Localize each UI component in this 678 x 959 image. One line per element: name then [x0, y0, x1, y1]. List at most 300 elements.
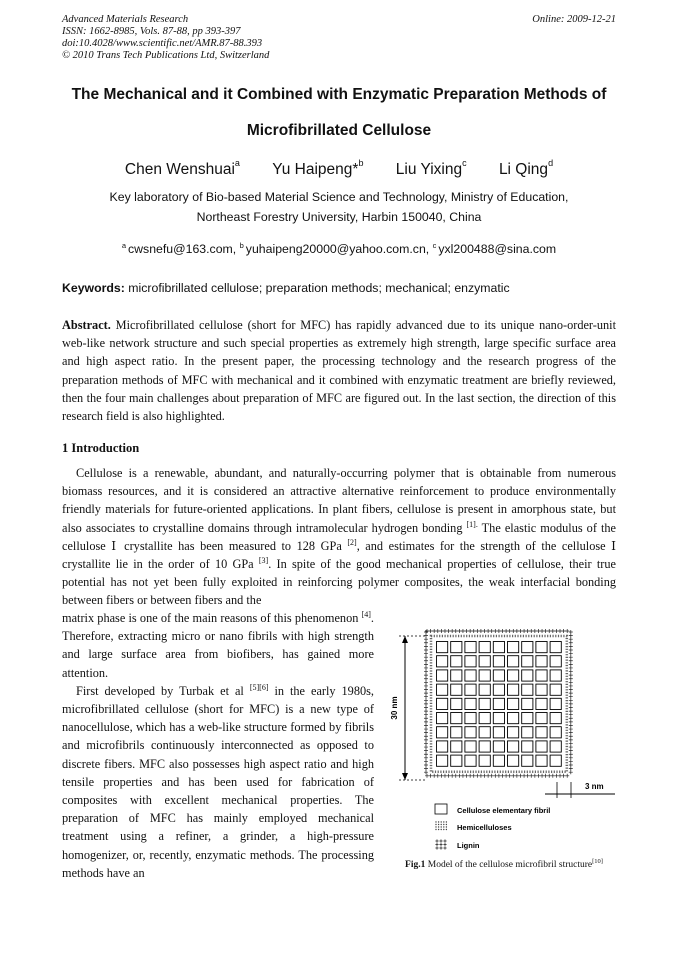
lignin-mark: [529, 774, 533, 778]
citation[interactable]: [10]: [592, 858, 603, 865]
lignin-mark: [479, 774, 483, 778]
copyright: © 2010 Trans Tech Publications Ltd, Switzerland: [62, 50, 270, 61]
lignin-mark: [544, 629, 548, 633]
lignin-mark: [483, 629, 487, 633]
lignin-mark: [547, 629, 551, 633]
lignin-mark: [436, 629, 440, 633]
hemicellulose-dot: [438, 826, 439, 827]
lignin-mark: [569, 741, 573, 745]
lignin-mark: [424, 698, 428, 702]
hemicellulose-dot: [435, 829, 436, 830]
hemicellulose-dot: [441, 826, 442, 827]
hemicellulose-dot: [435, 826, 436, 827]
lignin-mark: [439, 629, 443, 633]
lignin-mark: [479, 629, 483, 633]
elementary-fibril: [493, 642, 504, 653]
lignin-mark: [424, 630, 428, 634]
elementary-fibril: [536, 642, 547, 653]
lignin-mark: [569, 763, 573, 767]
hemicellulose-dot: [438, 829, 439, 830]
elementary-fibril: [479, 670, 490, 681]
lignin-mark: [443, 629, 447, 633]
lignin-mark: [435, 839, 438, 842]
lignin-mark: [424, 720, 428, 724]
lignin-mark: [518, 774, 522, 778]
lignin-mark: [569, 716, 573, 720]
lignin-mark: [472, 629, 476, 633]
lignin-mark: [432, 774, 436, 778]
lignin-mark: [536, 774, 540, 778]
elementary-fibril: [465, 698, 476, 709]
lignin-mark: [511, 774, 515, 778]
lignin-mark: [540, 774, 544, 778]
lignin-mark: [569, 720, 573, 724]
elementary-fibril: [508, 642, 519, 653]
lignin-mark: [424, 688, 428, 692]
elementary-fibril: [522, 755, 533, 766]
elementary-fibril: [493, 698, 504, 709]
lignin-mark: [569, 709, 573, 713]
lignin-mark: [569, 756, 573, 760]
hemicellulose-dot: [435, 824, 436, 825]
lignin-mark: [569, 731, 573, 735]
elementary-fibril: [437, 755, 448, 766]
lignin-mark: [424, 666, 428, 670]
lignin-mark: [569, 727, 573, 731]
elementary-fibril: [536, 698, 547, 709]
lignin-mark: [522, 774, 526, 778]
elementary-fibril: [493, 713, 504, 724]
lignin-mark: [435, 843, 438, 846]
elementary-fibril: [479, 698, 490, 709]
lignin-mark: [424, 673, 428, 677]
lignin-mark: [551, 629, 555, 633]
lignin-mark: [443, 846, 446, 849]
elementary-fibril: [465, 656, 476, 667]
lignin-mark: [465, 629, 469, 633]
arrow-down-icon: [402, 773, 408, 780]
elementary-fibril: [479, 741, 490, 752]
hemicellulose-dot: [441, 824, 442, 825]
lignin-mark: [569, 677, 573, 681]
lignin-mark: [490, 629, 494, 633]
lignin-mark: [565, 774, 569, 778]
legend-lignin-label: Lignin: [457, 841, 480, 850]
elementary-fibril: [508, 656, 519, 667]
lignin-mark: [565, 629, 569, 633]
citation[interactable]: [1].: [466, 519, 478, 529]
lignin-mark: [429, 774, 433, 778]
lignin-mark: [424, 727, 428, 731]
elementary-fibril: [479, 727, 490, 738]
elementary-fibril: [479, 713, 490, 724]
lignin-mark: [533, 629, 537, 633]
lignin-mark: [569, 644, 573, 648]
lignin-mark: [536, 629, 540, 633]
elementary-fibril: [465, 642, 476, 653]
lignin-mark: [424, 741, 428, 745]
lignin-mark: [490, 774, 494, 778]
lignin-mark: [424, 702, 428, 706]
hemicellulose-dot: [438, 821, 439, 822]
elementary-fibril: [465, 713, 476, 724]
lignin-mark: [424, 709, 428, 713]
lignin-mark: [425, 774, 429, 778]
lignin-mark: [424, 677, 428, 681]
lignin-mark: [424, 648, 428, 652]
lignin-mark: [429, 629, 433, 633]
lignin-mark: [493, 774, 497, 778]
lignin-mark: [447, 629, 451, 633]
lignin-mark: [424, 759, 428, 763]
elementary-fibril: [508, 755, 519, 766]
lignin-mark: [424, 634, 428, 638]
lignin-mark: [443, 839, 446, 842]
elementary-fibril: [508, 684, 519, 695]
lignin-mark: [569, 738, 573, 742]
elementary-fibril: [536, 727, 547, 738]
lignin-mark: [461, 774, 465, 778]
elementary-fibril: [437, 698, 448, 709]
lignin-mark: [424, 691, 428, 695]
hemicellulose-dot: [446, 829, 447, 830]
lignin-mark: [518, 629, 522, 633]
hemicellulose-dot: [443, 824, 444, 825]
email-link[interactable]: yxl200488@sina.com: [438, 242, 557, 256]
lignin-mark: [508, 629, 512, 633]
lignin-mark: [569, 662, 573, 666]
lignin-mark: [424, 670, 428, 674]
hemicellulose-dot: [443, 829, 444, 830]
lignin-mark: [457, 774, 461, 778]
elementary-fibril: [508, 713, 519, 724]
elementary-fibril: [437, 670, 448, 681]
elementary-fibril: [465, 727, 476, 738]
lignin-mark: [454, 629, 458, 633]
lignin-mark: [569, 695, 573, 699]
abstract: Abstract. Microfibrillated cellulose (short for MFC) has rapidly advanced due to its unique nano-order-unit web-like network structure and such special properties as extremely high strength, large specific surface area and high aspect ratio. In the present paper, the processing technology and the research progress of the preparation methods of MFC with mechanical and it combined with enzymatic treatment are briefly reviewed, then the four main challenges about preparation of MFC are figured out. In the last section, the direction of this research field is also highlighted.: [62, 318, 616, 424]
lignin-mark: [457, 629, 461, 633]
lignin-mark: [424, 659, 428, 663]
lignin-mark: [569, 713, 573, 717]
lignin-mark: [569, 641, 573, 645]
elementary-fibril: [451, 713, 462, 724]
email-link[interactable]: yuhaipeng20000@yahoo.com.cn,: [245, 242, 433, 256]
lignin-mark: [443, 774, 447, 778]
elementary-fibril: [522, 698, 533, 709]
lignin-mark: [569, 759, 573, 763]
elementary-fibril: [493, 656, 504, 667]
hemicellulose-dot: [441, 821, 442, 822]
elementary-fibril: [451, 727, 462, 738]
citation[interactable]: [2]: [347, 537, 357, 547]
elementary-fibril: [550, 684, 561, 695]
hemicellulose-dot: [443, 826, 444, 827]
lignin-mark: [439, 774, 443, 778]
author-list: [40, 158, 638, 179]
lignin-mark: [475, 629, 479, 633]
lignin-mark: [424, 738, 428, 742]
hemicellulose-dot: [446, 821, 447, 822]
lignin-mark: [475, 774, 479, 778]
intro-paragraph-1-continued: matrix phase is one of the main reasons of this phenomenon [4]. Therefore, extracting micro or nano fibrils with high strength and large surface area from biofibers, has gained more attention.: [62, 610, 374, 680]
elementary-fibril: [550, 727, 561, 738]
citation[interactable]: [4]: [361, 610, 371, 619]
lignin-mark: [569, 670, 573, 674]
legend-fibril-swatch: [435, 804, 447, 814]
lignin-mark: [424, 745, 428, 749]
lignin-mark: [424, 749, 428, 753]
lignin-mark: [522, 629, 526, 633]
lignin-mark: [432, 629, 436, 633]
lignin-mark: [569, 688, 573, 692]
affiliation: Key laboratory of Bio-based Material Science and Technology, Ministry of Education, Northeast Forestry University, Harbin 150040, China: [109, 190, 569, 224]
lignin-mark: [569, 673, 573, 677]
elementary-fibril: [479, 656, 490, 667]
lignin-mark: [450, 629, 454, 633]
keywords: Keywords: microfibrillated cellulose; preparation methods; mechanical; enzymatic: [62, 281, 510, 295]
elementary-fibril: [451, 755, 462, 766]
lignin-mark: [424, 684, 428, 688]
lignin-mark: [424, 767, 428, 771]
lignin-mark: [424, 752, 428, 756]
lignin-mark: [569, 752, 573, 756]
lignin-mark: [424, 713, 428, 717]
doi: doi:10.4028/www.scientific.net/AMR.87-88.393: [62, 38, 263, 49]
online-date: Online: 2009-12-21: [532, 14, 616, 25]
author: Li Qing$^d$: [498, 158, 554, 178]
lignin-mark: [424, 637, 428, 641]
lignin-mark: [450, 774, 454, 778]
elementary-fibril: [522, 713, 533, 724]
citation[interactable]: [3]: [258, 556, 269, 566]
lignin-mark: [511, 629, 515, 633]
elementary-fibril: [508, 727, 519, 738]
lignin-mark: [424, 641, 428, 645]
lignin-mark: [526, 629, 530, 633]
hemicellulose-dot: [438, 824, 439, 825]
lignin-mark: [468, 629, 472, 633]
lignin-mark: [424, 770, 428, 774]
lignin-mark: [439, 846, 442, 849]
elementary-fibril-grid: [437, 642, 562, 767]
elementary-fibril: [465, 684, 476, 695]
elementary-fibril: [522, 656, 533, 667]
lignin-mark: [533, 774, 537, 778]
elementary-fibril: [522, 670, 533, 681]
elementary-fibril: [508, 670, 519, 681]
lignin-mark: [504, 774, 508, 778]
lignin-mark: [461, 629, 465, 633]
lignin-mark: [486, 629, 490, 633]
elementary-fibril: [451, 741, 462, 752]
lignin-mark: [424, 734, 428, 738]
lignin-mark: [562, 629, 566, 633]
elementary-fibril: [550, 755, 561, 766]
elementary-fibril: [451, 656, 462, 667]
lignin-mark: [562, 774, 566, 778]
lignin-mark: [554, 629, 558, 633]
elementary-fibril: [437, 741, 448, 752]
lignin-mark: [569, 691, 573, 695]
lignin-mark: [436, 774, 440, 778]
hemicellulose-dot: [435, 821, 436, 822]
section-heading: 1 Introduction: [62, 441, 140, 455]
lignin-mark: [540, 629, 544, 633]
lignin-mark: [515, 629, 519, 633]
lignin-mark: [424, 644, 428, 648]
elementary-fibril: [536, 684, 547, 695]
elementary-fibril: [465, 755, 476, 766]
intro-paragraph-1: Cellulose is a renewable, abundant, and naturally-occurring polymer that is obtainable from numerous biomass resources, and it is considered an attractive alternative reinforcement to produce environmentally friendly materials for future-oriented applications. In plant fibers, cellulose is present in amorphous state, but also associates to crystalline domains through intramolecular hydrogen bonding $^{[1].}$ The elastic modulus of the cellulose Ⅰ crystallite has been measured to 128 GPa [2], and estimates for the strength of the cellulose Ⅰ crystallite lie in the order of 10 GPa [3]. In spite of the good mechanical properties of cellulose, their true potential has not yet been fully exploited in reinforcing polymer composites, the weak interfacial bonding between fibers or between fibers and the: [62, 466, 616, 608]
lignin-mark: [435, 846, 438, 849]
lignin-mark: [493, 629, 497, 633]
journal-header: [62, 14, 616, 62]
elementary-fibril: [508, 698, 519, 709]
lignin-mark: [500, 774, 504, 778]
elementary-fibril: [522, 642, 533, 653]
lignin-mark: [569, 684, 573, 688]
elementary-fibril: [536, 656, 547, 667]
lignin-mark: [569, 745, 573, 749]
elementary-fibril: [508, 741, 519, 752]
legend-hemicellulose-label: Hemicelluloses: [457, 823, 512, 832]
lignin-mark: [483, 774, 487, 778]
elementary-fibril: [536, 741, 547, 752]
issn: ISSN: 1662-8985, Vols. 87-88, pp 393-397: [62, 26, 241, 37]
elementary-fibril: [479, 684, 490, 695]
elementary-fibril: [550, 656, 561, 667]
lignin-mark: [569, 705, 573, 709]
lignin-mark: [569, 680, 573, 684]
lignin-mark: [544, 774, 548, 778]
lignin-mark: [424, 731, 428, 735]
email-list: $^a$ cwsnefu@163.com, $^b$ yuhaipeng20000@yahoo.com.cn, $^c$ yxl200488@sina.com: [121, 241, 557, 256]
hemicellulose-dot: [443, 821, 444, 822]
lignin-mark: [424, 763, 428, 767]
lignin-mark: [569, 723, 573, 727]
dim-vertical-label: 30 nm: [390, 696, 399, 720]
lignin-mark: [569, 655, 573, 659]
hemicellulose-dot: [446, 824, 447, 825]
elementary-fibril: [493, 727, 504, 738]
citation[interactable]: [5][6]: [249, 682, 269, 692]
lignin-mark: [569, 749, 573, 753]
elementary-fibril: [522, 684, 533, 695]
lignin-mark: [526, 774, 530, 778]
lignin-mark: [424, 655, 428, 659]
lignin-mark: [569, 698, 573, 702]
lignin-mark: [569, 702, 573, 706]
lignin-mark: [424, 662, 428, 666]
lignin-mark: [424, 723, 428, 727]
elementary-fibril: [437, 727, 448, 738]
lignin-mark: [443, 843, 446, 846]
author: Yu Haipeng*$^b$: [272, 158, 364, 178]
lignin-mark: [465, 774, 469, 778]
lignin-mark: [424, 716, 428, 720]
lignin-mark: [500, 629, 504, 633]
lignin-mark: [515, 774, 519, 778]
elementary-fibril: [451, 684, 462, 695]
elementary-fibril: [437, 684, 448, 695]
dim-horizontal-label: 3 nm: [585, 782, 604, 791]
lignin-mark: [472, 774, 476, 778]
paper-title-line2: Microfibrillated Cellulose: [246, 122, 432, 139]
microfibril-model-figure: [385, 612, 619, 874]
lignin-mark: [424, 705, 428, 709]
lignin-mark: [424, 652, 428, 656]
legend-fibril-label: Cellulose elementary fibril: [457, 806, 551, 815]
lignin-mark: [569, 770, 573, 774]
lignin-mark: [569, 652, 573, 656]
lignin-mark: [447, 774, 451, 778]
elementary-fibril: [536, 670, 547, 681]
lignin-mark: [504, 629, 508, 633]
elementary-fibril: [437, 713, 448, 724]
elementary-fibril: [550, 698, 561, 709]
lignin-mark: [551, 774, 555, 778]
email-link[interactable]: cwsnefu@163.com,: [128, 242, 240, 256]
author: Chen Wenshuai$^a$: [124, 158, 240, 178]
lignin-mark: [439, 839, 442, 842]
elementary-fibril: [451, 698, 462, 709]
elementary-fibril: [451, 642, 462, 653]
lignin-mark: [508, 774, 512, 778]
lignin-mark: [569, 659, 573, 663]
lignin-mark: [454, 774, 458, 778]
intro-paragraph-2: First developed by Turbak et al [5][6] in the early 1980s, microfibrillated cellulose (short for MFC) is a new type of nanocellulose, which has a web-like structure formed by fibrils and microfibrils continuously interconnected as opposed to discrete fibers. MFC also possesses high aspect ratio and high tensile properties and has been used for fabrication of composites with excellent mechanical properties. The preparation of MFC has mainly employed mechanical treatment using a refiner, a grinder, a high-pressure homogenizer, or, recently, enzymatic methods. The processing methods have an: [62, 682, 374, 880]
arrow-up-icon: [402, 636, 408, 643]
lignin-mark: [569, 637, 573, 641]
elementary-fibril: [536, 755, 547, 766]
lignin-mark: [424, 756, 428, 760]
lignin-mark: [554, 774, 558, 778]
lignin-mark: [424, 680, 428, 684]
elementary-fibril: [465, 670, 476, 681]
elementary-fibril: [493, 684, 504, 695]
elementary-fibril: [550, 642, 561, 653]
author: Liu Yixing$^c$: [395, 158, 467, 178]
elementary-fibril: [493, 670, 504, 681]
lignin-mark: [497, 629, 501, 633]
figure-caption: Fig.1 Model of the cellulose microfibril structure[10]: [405, 858, 603, 870]
lignin-mark: [439, 843, 442, 846]
elementary-fibril: [493, 741, 504, 752]
elementary-fibril: [451, 670, 462, 681]
elementary-fibril: [437, 642, 448, 653]
elementary-fibril: [493, 755, 504, 766]
elementary-fibril: [437, 656, 448, 667]
legend-lignin-swatch: [435, 839, 446, 849]
elementary-fibril: [550, 670, 561, 681]
elementary-fibril: [550, 713, 561, 724]
lignin-mark: [569, 634, 573, 638]
journal-name: Advanced Materials Research: [62, 14, 189, 25]
paper-title-line1: The Mechanical and it Combined with Enzymatic Preparation Methods of: [71, 86, 607, 103]
lignin-mark: [558, 774, 562, 778]
hemicellulose-dot: [441, 829, 442, 830]
elementary-fibril: [522, 741, 533, 752]
lignin-mark: [424, 695, 428, 699]
lignin-mark: [569, 630, 573, 634]
lignin-mark: [486, 774, 490, 778]
elementary-fibril: [522, 727, 533, 738]
lignin-mark: [558, 629, 562, 633]
elementary-fibril: [536, 713, 547, 724]
abstract-label: Abstract.: [62, 318, 111, 332]
intro-column-text: [62, 609, 374, 882]
